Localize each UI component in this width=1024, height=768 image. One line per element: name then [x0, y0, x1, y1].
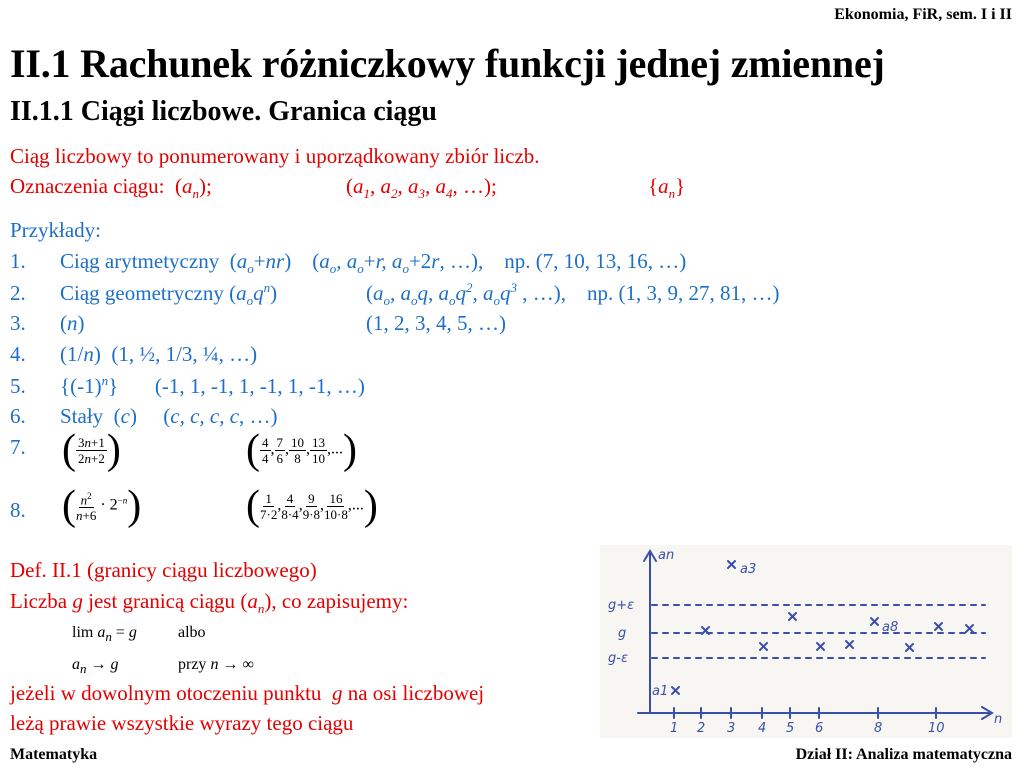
example-4: 4. (1/n) (1, ½, 1/3, ¼, …) [10, 342, 258, 366]
definition-condition-1: jeżeli w dowolnym otoczeniu punktu g na osi liczbowej [10, 681, 485, 705]
definition-lead-text-3: , co zapisujemy: [271, 589, 409, 613]
condition-text-1: jeżeli w dowolnym otoczeniu punktu [10, 681, 322, 705]
point-label-a8: a8 [882, 620, 899, 635]
example-4-terms: (1, ½, 1/3, ¼, …) [111, 342, 258, 366]
x-tick-label-2: 2 [697, 721, 706, 736]
albo-text: albo [178, 624, 206, 641]
point-5 [789, 613, 796, 620]
limit-formula: $\lim a_n = g$ [72, 624, 137, 645]
x-tick-label-3: 3 [727, 721, 736, 736]
course-header: Ekonomia, FiR, sem. I i II [834, 6, 1012, 23]
example-7-formula: ( $\frac{3n+1}{2n+2}$ ) [62, 427, 121, 473]
point-10 [935, 623, 942, 630]
example-7-number: 7. [10, 435, 26, 459]
definition-lead-text: Liczba [10, 589, 68, 613]
example-3: 3. (n) [10, 311, 85, 335]
sequence-definition: Ciąg liczbowy to ponumerowany i uporządkowany zbiór liczb. [10, 144, 540, 168]
point-a1 [672, 687, 679, 694]
example-2-terms: ($a_o$, $a_oq$, $a_oq^2$, $a_oq^3$ , …), np. (1, 3, 9, 27, 81, …) [366, 280, 780, 309]
x-axis-label: n [994, 712, 1003, 727]
x-tick-label-10: 10 [928, 721, 945, 736]
x-tick-label-4: 4 [758, 721, 767, 736]
example-8-formula: ( $\frac{n^2}{n+6}$ · $2^{-n}$) [62, 483, 142, 529]
example-5: 5. $\{(-1)^n\}$ (-1, 1, -1, 1, -1, 1, -1, …) [10, 373, 365, 398]
footer-subject: Matematyka [10, 746, 98, 763]
point-a8 [871, 618, 878, 625]
point-7 [846, 641, 853, 648]
example-7-terms: ( $\frac{4}{4}$ , $\frac{7}{6}$ , $\frac{10}{8}$ , $\frac{13}{10}$ ,...) [246, 427, 357, 473]
definition-lead: Liczba g jest granicą ciągu $(a_n)$, co zapisujemy: [10, 589, 409, 617]
przy-text: przy n → ∞ [178, 656, 254, 673]
notation-label: Oznaczenia ciągu: [10, 174, 165, 198]
footer-section: Dział II: Analiza matematyczna [795, 746, 1012, 763]
example-1-label: Ciąg arytmetyczny [60, 249, 220, 273]
definition-lead-text-2: jest granicą ciągu [88, 589, 236, 613]
definition-title: Def. II.1 (granicy ciągu liczbowego) [10, 558, 317, 582]
band-label-limit: g [618, 626, 627, 641]
section-title: II.1.1 Ciągi liczbowe. Granica ciągu [10, 96, 437, 127]
x-tick-label-5: 5 [786, 721, 795, 736]
point-9 [906, 644, 913, 651]
examples-heading: Przykłady: [10, 218, 101, 242]
notation-set: $\{a_n\}$ [648, 174, 686, 202]
example-8-number: 8. [10, 498, 26, 522]
example-6-label: Stały [60, 404, 104, 428]
x-tick-label-8: 8 [874, 721, 883, 736]
example-2-instance: np. (1, 3, 9, 27, 81, …) [587, 281, 780, 305]
x-tick-label-1: 1 [670, 721, 679, 736]
example-1: 1. Ciąg arytmetyczny $(a_o+nr)$ ($a_o$, $a_o+r$, $a_o+2r$, …), np. (7, 10, 13, 16, …) [10, 249, 687, 277]
example-5-terms: (-1, 1, -1, 1, -1, 1, -1, …) [154, 374, 365, 398]
band-label-upper: g+ε [608, 598, 635, 613]
condition-text-1b: na osi liczbowej [347, 681, 485, 705]
example-3-terms: (1, 2, 3, 4, 5, …) [366, 311, 506, 335]
x-tick-label-6: 6 [815, 721, 824, 736]
point-a3 [728, 561, 735, 568]
limit-sketch-svg [600, 545, 1012, 738]
point-label-a1: a1 [652, 684, 669, 699]
band-label-lower: g-ε [608, 651, 628, 666]
point-label-a3: a3 [740, 562, 757, 577]
y-axis-label: an [658, 548, 675, 563]
przy-label: przy [178, 656, 207, 673]
limit-sketch [600, 545, 1012, 738]
example-2: 2. Ciąg geometryczny $(a_oq^n)$ [10, 280, 278, 309]
limit-formula-2: $a_n \to g$ [72, 656, 119, 677]
notation-list: ($a_1$, $a_2$, $a_3$, $a_4$, …); [346, 174, 497, 202]
notation-line: Oznaczenia ciągu: $(a_n)$; [10, 174, 212, 202]
point-6 [817, 643, 824, 650]
example-1-instance: np. (7, 10, 13, 16, …) [504, 249, 687, 273]
definition-condition-2: leżą prawie wszystkie wyrazy tego ciągu [10, 711, 354, 735]
example-2-label: Ciąg geometryczny [60, 281, 224, 305]
example-8-terms: ( $\frac{1}{7\cdot 2}$ , $\frac{4}{8\cdot 4}$ , $\frac{9}{9\cdot 8}$ , $\frac{16}{10\cdot 8}$ ,...) [246, 483, 378, 529]
example-6: 6. Stały (c) (c, c, c, c, …) [10, 404, 278, 428]
point-11 [966, 625, 973, 632]
point-4 [760, 643, 767, 650]
page-title: II.1 Rachunek różniczkowy funkcji jednej zmiennej [10, 41, 885, 86]
point-2 [702, 627, 709, 634]
